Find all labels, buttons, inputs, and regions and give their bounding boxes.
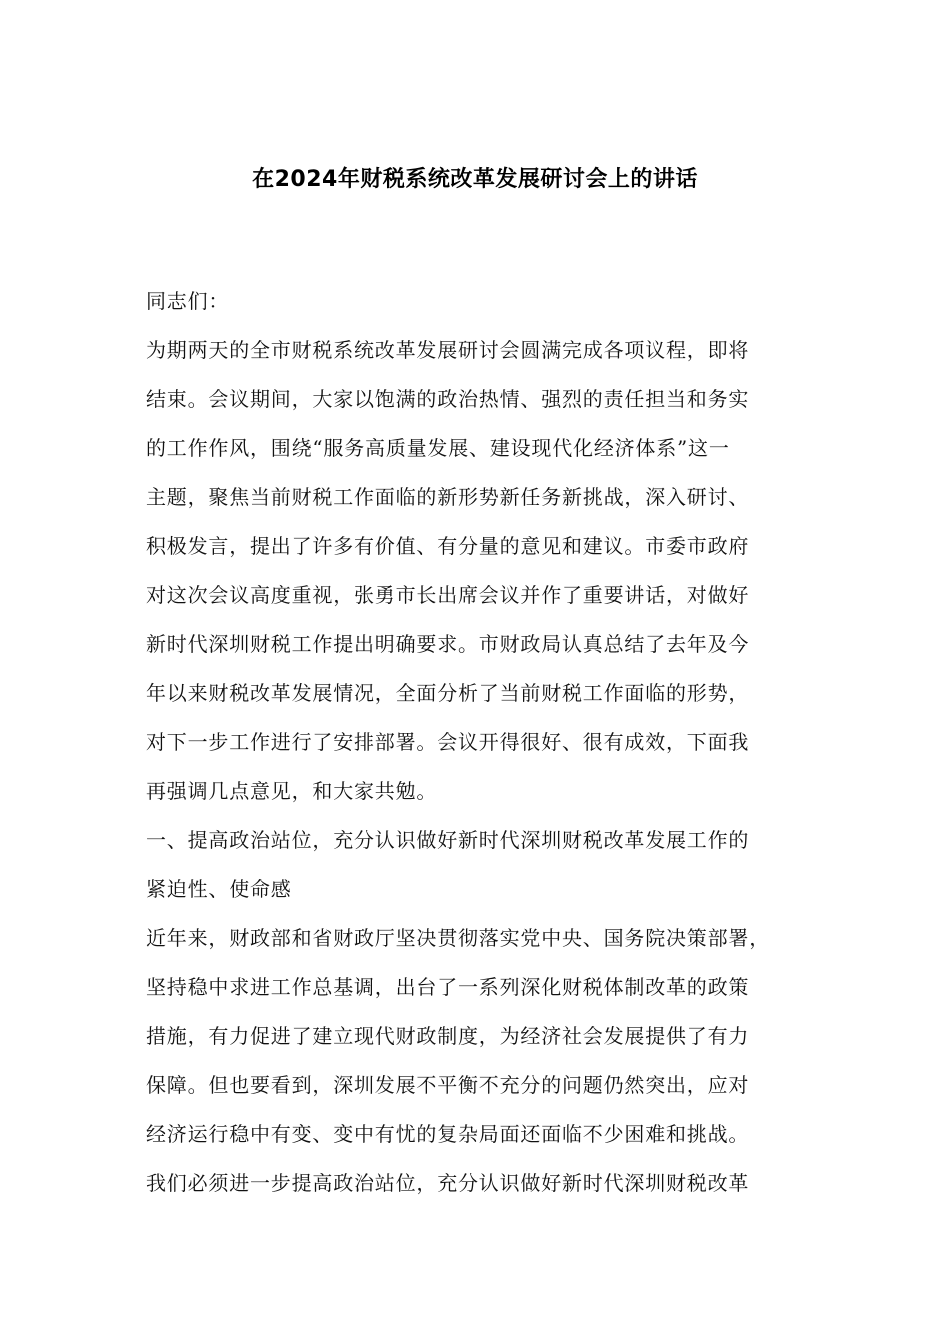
paragraph-line: 结束。会议期间，大家以饱满的政治热情、强烈的责任担当和务实 — [146, 387, 750, 411]
paragraph-line: 保障。但也要看到，深圳发展不平衡不充分的问题仍然突出，应对 — [146, 1073, 750, 1097]
paragraph-line: 主题，聚焦当前财税工作面临的新形势新任务新挑战，深入研讨、 — [146, 485, 750, 509]
paragraph-line: 积极发言，提出了许多有价值、有分量的意见和建议。市委市政府 — [146, 534, 750, 558]
salutation-line: 同志们： — [146, 289, 230, 313]
section-heading-line: 紧迫性、使命感 — [146, 877, 292, 901]
paragraph-line: 我们必须进一步提高政治站位，充分认识做好新时代深圳财税改革 — [146, 1171, 750, 1195]
paragraph-line: 年以来财税改革发展情况，全面分析了当前财税工作面临的形势， — [146, 681, 750, 705]
paragraph-line: 再强调几点意见，和大家共勉。 — [146, 779, 438, 803]
paragraph-line: 的工作作风，围绕“服务高质量发展、建设现代化经济体系”这一 — [146, 436, 730, 460]
section-heading-line: 一、提高政治站位，充分认识做好新时代深圳财税改革发展工作的 — [146, 828, 750, 852]
paragraph-line: 对下一步工作进行了安排部署。会议开得很好、很有成效，下面我 — [146, 730, 750, 754]
document-body — [146, 279, 826, 1210]
paragraph-line: 经济运行稳中有变、变中有忧的复杂局面还面临不少困难和挑战。 — [146, 1122, 750, 1146]
document-title: 在2024年财税系统改革发展研讨会上的讲话 — [252, 167, 698, 192]
paragraph-line: 近年来，财政部和省财政厅坚决贯彻落实党中央、国务院决策部署， — [146, 926, 770, 950]
paragraph-line: 新时代深圳财税工作提出明确要求。市财政局认真总结了去年及今 — [146, 632, 750, 656]
paragraph-line: 措施，有力促进了建立现代财政制度，为经济社会发展提供了有力 — [146, 1024, 750, 1048]
paragraph-line: 为期两天的全市财税系统改革发展研讨会圆满完成各项议程，即将 — [146, 338, 750, 362]
paragraph-line: 对这次会议高度重视，张勇市长出席会议并作了重要讲话，对做好 — [146, 583, 750, 607]
paragraph-line: 坚持稳中求进工作总基调，出台了一系列深化财税体制改革的政策 — [146, 975, 750, 999]
